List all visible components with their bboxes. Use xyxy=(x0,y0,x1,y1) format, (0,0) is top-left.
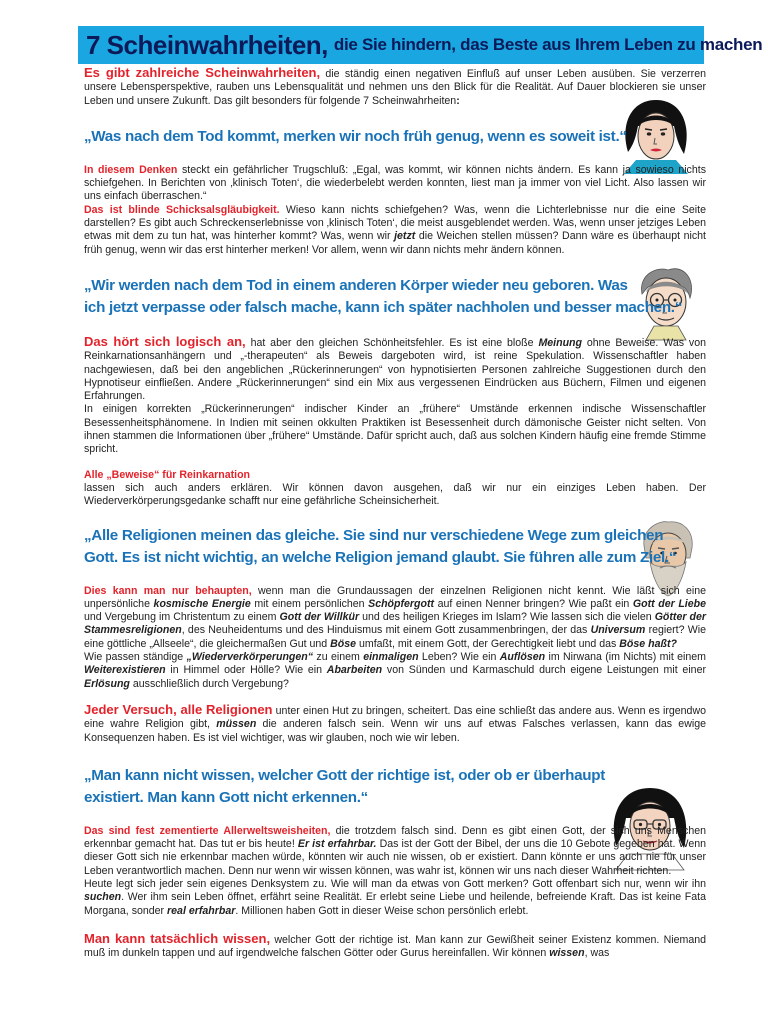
section-3-em-8: Böse haßt? xyxy=(619,637,677,650)
section-3-p2-em-2: einmaligen xyxy=(363,651,419,664)
section-4-em: Er ist erfahrbar. xyxy=(297,838,377,851)
section-3-text-d: und Vergebung im Christentum zu einem xyxy=(84,611,280,624)
section-3-text-b: mit einem persönlichen xyxy=(250,597,369,610)
section-2-paragraph-1 xyxy=(84,335,706,403)
quote-1: „Was nach dem Tod kommt, merken wir noch früh genug, wenn es soweit ist.“ xyxy=(84,127,627,145)
final-paragraph xyxy=(84,932,706,961)
section-3-text-g: regiert? Wie eine göttliche „Allseele“, die gleichermaßen Gut und xyxy=(84,624,706,650)
section-3-em-3: Gott der Liebe xyxy=(632,597,706,610)
section-3-text-h: umfaßt, mit einem Gott, der Gerechtigkeit liebt und das xyxy=(356,637,620,650)
section-2-paragraph-2: In einigen korrekten „Rückerinnerungen“ indischer Kinder an „frühere“ Umstände erkennen indische Wissenschaftler Besessenheitsphänomene. In Indien mit seinen okkulten Praktiken ist Besessenheit durch dämonische Geister nicht selten. Von ihnen stammen die Informationen über „frühere“ Umstände. Dafür spricht auch, daß aus solchen Kindern häufig eine fremde Stimme spricht. xyxy=(84,403,706,456)
section-1-paragraph-1 xyxy=(84,164,706,204)
section-4-p2-text-c: . Millionen haben Gott in dieser Weise schon persönlich erlebt. xyxy=(235,904,529,917)
section-3-p2-em-4: Weiterexistieren xyxy=(84,664,166,677)
intro-paragraph xyxy=(84,66,706,108)
section-2-lead-1: Das hört sich logisch an, xyxy=(84,333,246,349)
section-3-em-6: Universum xyxy=(590,624,646,637)
section-3-p2-em-3: Auflösen xyxy=(499,651,546,664)
section-3-em-1: kosmische Energie xyxy=(153,597,251,610)
section-3-p3-em: müssen xyxy=(216,718,257,731)
section-3-em-7: Böse xyxy=(330,637,357,650)
intro-text: die ständig einen negativen Einfluß auf unser Leben ausüben. Sie verzerren unsere Lebensperspektive, rauben uns Lebensqualität und nehmen uns den Blick für die Realität. Auf Dauer blockieren sie unser Leben und unsere Zukunft. Das gilt besonders für folgende 7 Scheinwahrheiten xyxy=(84,68,706,107)
section-3-text-a: wenn man die Grundaussagen der einzelnen Religionen nicht kennt. Wie läßt sich eine unpersönliche xyxy=(84,584,706,610)
section-3-p2-text-a: Wie passen ständige xyxy=(84,651,187,664)
quote-4 xyxy=(84,765,706,809)
section-4-lead-1: Das sind fest zementierte Allerweltsweisheiten, xyxy=(84,824,331,837)
section-1-text-2b: die Weichen stellen müssen? Dann wäre es überhaupt nicht früh genug, wenn wir das erst hinterher merken! Vor allem, wenn wir dann nichts mehr ändern können. xyxy=(84,230,707,256)
section-3-em-5: Götter der Stammesreligionen xyxy=(84,611,706,637)
section-3-p2-text-d: im Nirwana (im Nichts) mit einem xyxy=(545,651,707,664)
section-4-p2-text-b: . Wer ihm sein Leben öffnet, erfährt seine Realität. Er erlebt seine Liebe und heilende, befreiende Kraft. Das ist keine Fata Morgana, sonder xyxy=(84,891,706,917)
section-3-p2-text-f: von Sünden und Karmaschuld durch eigene Leistungen mit einer xyxy=(382,664,706,677)
section-3-lead-1: Dies kann man nur behaupten, xyxy=(84,584,252,597)
final-text-a: welcher Gott der richtige ist. Man kann zur Gewißheit seiner Existenz kommen. Niemand muß im dunkeln tappen und auf irgendwelche falschen Götter oder Gurus hereinfallen. Wir können xyxy=(84,933,706,960)
section-4-text-b: Das ist der Gott der Bibel, der uns die 10 Gebote gegeben hat. Wenn dieser Gott sich nie erkennbar machen würde, könnten wir auch nie wissen, ob er existiert. Dann könnte er uns auch nie für unser Leben verantwortlich machen. Denn nur wenn wir wissen können, was wahr ist, können wir uns nach dieser Wahrheit richten. xyxy=(84,838,706,877)
section-3-p2-text-c: Leben? Wie ein xyxy=(418,651,500,664)
final-text-b: , was xyxy=(584,947,610,960)
section-2-lead-3: Alle „Beweise“ für Reinkarnation xyxy=(84,468,251,481)
page-title: 7 Scheinwahrheiten, xyxy=(86,29,328,60)
section-2-text-1a: hat aber den gleichen Schönheitsfehler. Es ist eine bloße xyxy=(245,336,539,349)
section-4-paragraph-1 xyxy=(84,825,706,878)
section-1-paragraph-2 xyxy=(84,204,706,257)
final-em: wissen xyxy=(549,947,585,960)
section-4-text-a: die trotzdem falsch sind. Denn es gibt einen Gott, der sich uns Menschen erkennbar gemacht hat. Das tut er bis heute! xyxy=(84,824,706,851)
intro-lead: Es gibt zahlreiche Scheinwahrheiten, xyxy=(84,65,321,80)
section-3-p3-text-b: die anderen falsch sein. Wenn wir uns auf etwas Falsches verlassen, kann das ewige Konsequenzen haben. Es ist viel wichtiger, was wir glauben, noch wie wir leben. xyxy=(84,718,706,744)
section-4-paragraph-2 xyxy=(84,878,706,918)
section-3-p2-text-e: in Himmel oder Hölle? Wie ein xyxy=(165,664,327,677)
page-subtitle: die Sie hindern, das Beste aus Ihrem Leben zu machen xyxy=(333,35,763,54)
section-3-text-f: , des Neuheidentums und des Hinduismus mit einem Gott zusammenbringen, der das xyxy=(181,624,591,637)
section-3-p2-em-1: „Wiederverkörperungen“ xyxy=(186,651,314,664)
section-1-lead-1: In diesem Denken xyxy=(84,163,178,176)
final-lead: Man kann tatsächlich wissen, xyxy=(84,930,271,946)
section-3-p2-text-b: zu einem xyxy=(313,651,364,664)
intro-colon: : xyxy=(456,94,460,107)
section-3-paragraph-1 xyxy=(84,585,706,651)
section-1-text-2a: Wieso kann nichts schiefgehen? Was, wenn die Lichterlebnisse nur die eine Seite darstellen? Es gibt auch Schreckenserlebnisse von ‚klinisch Toten‘, die meist ausgeblendet werden. Was, wenn unser jetziges Leben etwas mit dem zu tun hat, was hinterher kommt? Was, wenn wir xyxy=(84,203,706,243)
section-1-emphasis: jetzt xyxy=(394,230,416,243)
section-3-p2-em-6: Erlösung xyxy=(84,677,130,690)
section-2-emphasis: Meinung xyxy=(538,336,582,349)
quote-2 xyxy=(84,275,706,319)
header-banner xyxy=(78,26,763,64)
quote-2-line-2: ich jetzt verpasse oder falsch mache, kann ich später nachholen und besser machen.“ xyxy=(84,298,683,316)
section-2-text-1b: ohne Beweise. Was von Reinkarnationsanhängern und „-therapeuten“ als Beweis dargeboten wird, ist reine Spekulation. Wissenschaftler haben nachgewiesen, daß bei den angeblichen „Rückerinnerungen“ von hypnotisierten Personen zahlreiche Suggestionen durch den Hypnotiseur einfließen. Andere „Rückerinnerungen“ sind ein Mix aus vergessenen Eindrücken aus Büchern, Filmen und eigenen Erfahrungen. xyxy=(84,336,706,403)
quote-4-line-1: „Man kann nicht wissen, welcher Gott der richtige ist, oder ob er überhaupt xyxy=(84,766,605,784)
section-3-lead-3: Jeder Versuch, alle Religionen xyxy=(84,701,273,717)
section-3-paragraph-2 xyxy=(84,651,706,691)
quote-4-line-2: existiert. Man kann Gott nicht erkennen.“ xyxy=(84,788,368,806)
section-3-p2-text-g: ausschließlich durch Vergebung? xyxy=(129,677,289,690)
quote-3-line-2: Gott. Es ist nicht wichtig, an welche Religion jemand glaubt. Sie führen alle zum Ziel.“ xyxy=(84,548,677,566)
section-3-em-2: Schöpfergott xyxy=(368,597,435,610)
section-1-text-1: steckt ein gefährlicher Trugschluß: „Egal, was kommt, wir können nichts ändern. Es kann ja sowieso nichts schiefgehen. In Berichten von ‚klinisch Toten‘, die wiederbelebt werden konnten, liest man ja immer von viel Licht. Also lassen wir uns einfach überraschen.“ xyxy=(84,163,706,203)
section-3-em-4: Gott der Willkür xyxy=(279,611,360,624)
section-3-text-e: und des heiligen Krieges im Islam? Wie lassen sich die vielen xyxy=(359,611,655,624)
quote-3 xyxy=(84,525,706,569)
quote-3-line-1: „Alle Religionen meinen das gleiche. Sie sind nur verschiedene Wege zum gleichen xyxy=(84,526,664,544)
section-3-text-c: auf einen Nenner bringen? Wie paßt ein xyxy=(434,597,633,610)
section-4-p2-text-a: Heute legt sich jeder sein eigenes Denksystem zu. Wie will man da etwas von Gott merken? Gott offenbart sich nur, wenn wir ihn xyxy=(84,877,706,890)
section-4-p2-em-2: real erfahrbar xyxy=(167,904,236,917)
section-2-text-3: lassen sich auch anders erklären. Wir können davon ausgehen, daß wir nur ein einziges Leben haben. Der Wiederverkörperungsgedanke schafft nur eine gefährliche Scheinsicherheit. xyxy=(84,481,706,508)
section-3-paragraph-3 xyxy=(84,703,706,745)
section-4-p2-em-1: suchen xyxy=(84,891,122,904)
section-2-paragraph-3 xyxy=(84,469,706,509)
quote-2-line-1: „Wir werden nach dem Tod in einem anderen Körper wieder neu geboren. Was xyxy=(84,276,628,294)
section-1-lead-2: Das ist blinde Schicksalsgläubigkeit. xyxy=(84,203,280,216)
article xyxy=(84,66,706,960)
section-3-p2-em-5: Abarbeiten xyxy=(326,664,383,677)
section-3-p3-text-a: unter einen Hut zu bringen, scheitert. Das eine schließt das andere aus. Wenn es irgendwo eine wahre Religion gibt, xyxy=(84,704,706,731)
